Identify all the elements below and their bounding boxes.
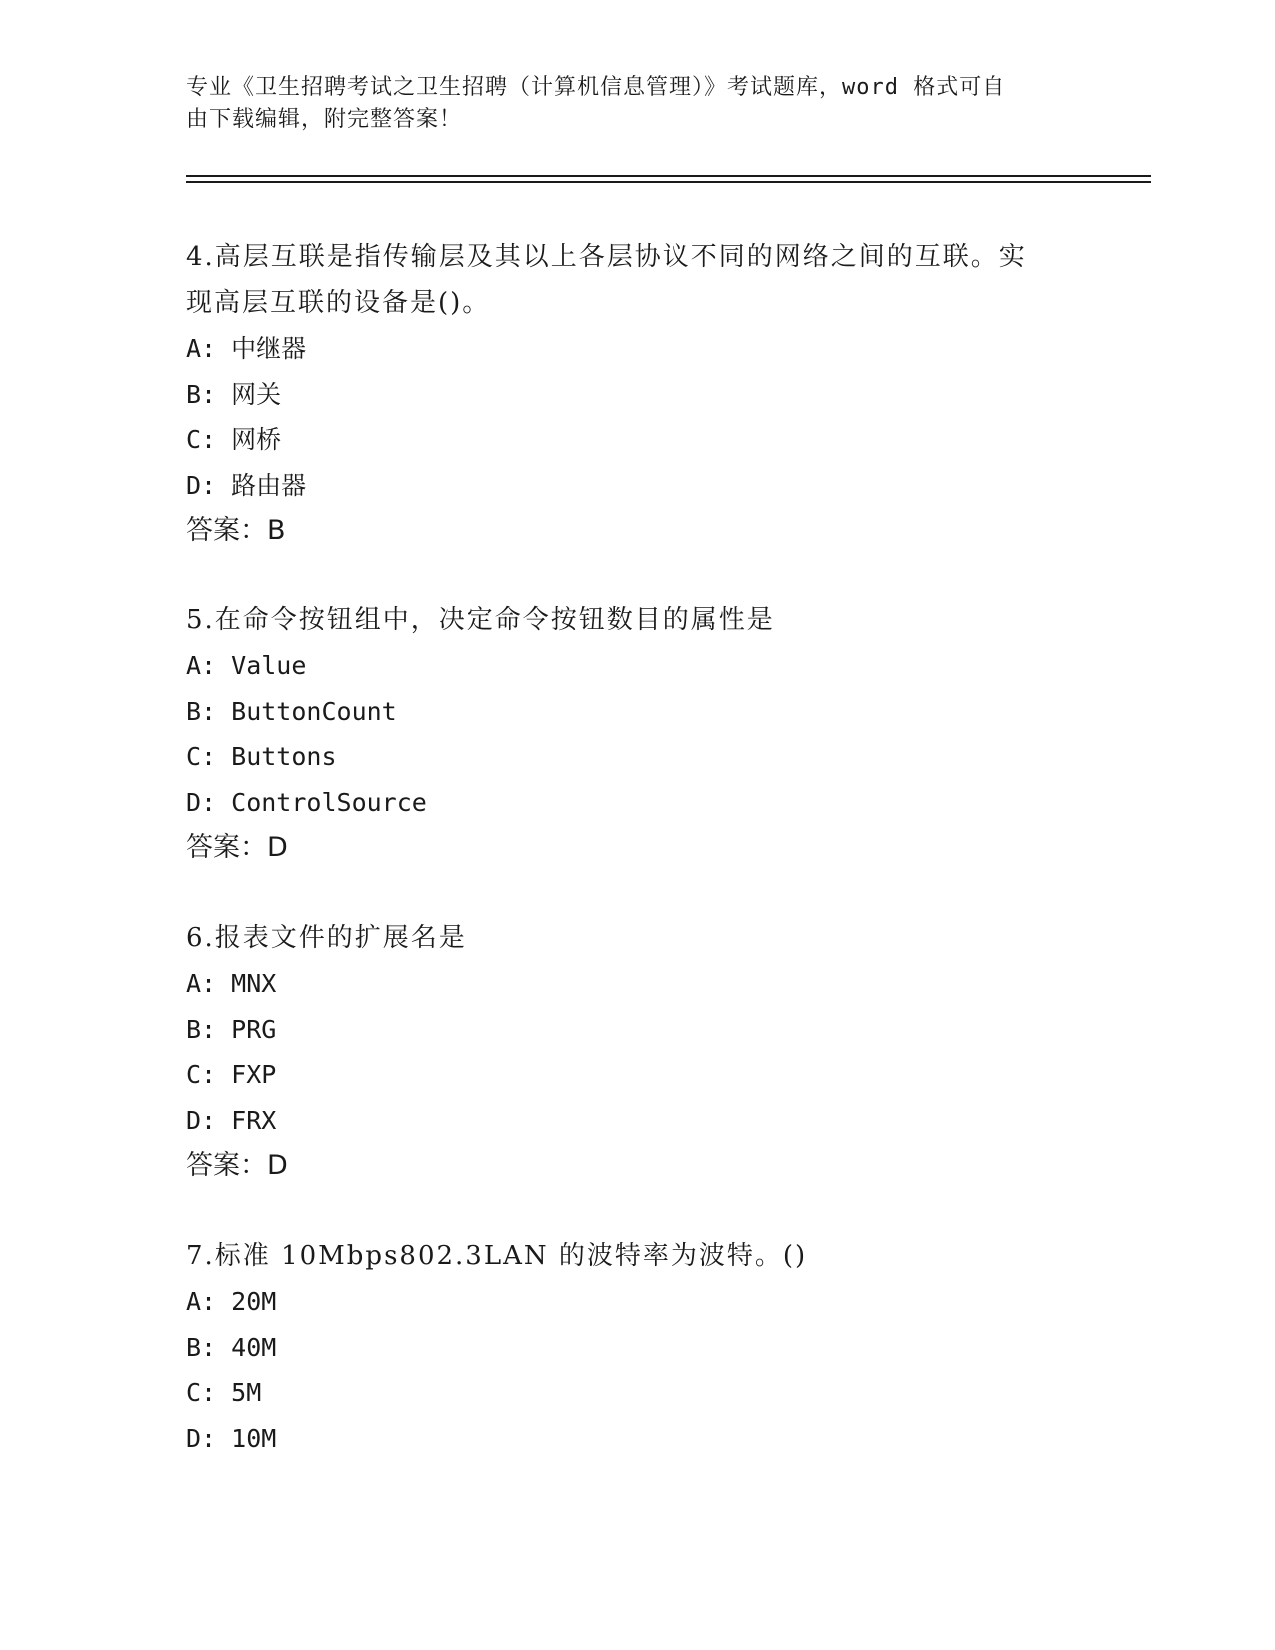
- option-a: A: Value: [186, 651, 307, 680]
- option-d: D: 10M: [186, 1423, 277, 1453]
- answer-label: 答案：D: [186, 1150, 288, 1181]
- option-a: A: MNX: [186, 969, 277, 998]
- question-7: [186, 1233, 1086, 1461]
- option-a: A: 中继器: [186, 334, 307, 363]
- option-b: B: ButtonCount: [186, 696, 397, 726]
- header-line-2: 由下载编辑，附完整答案！: [186, 107, 463, 132]
- option-c: C: Buttons: [186, 742, 337, 771]
- question-text: [186, 234, 1086, 326]
- question-text-line-2: 现高层互联的设备是()。: [186, 288, 491, 318]
- option-d: D: ControlSource: [186, 787, 427, 817]
- question-text: 7.标准 10Mbps802.3LAN 的波特率为波特。(): [186, 1241, 808, 1271]
- question-text-line-1: 4.高层互联是指传输层及其以上各层协议不同的网络之间的互联。实: [186, 242, 1027, 272]
- header-divider-bottom: [186, 181, 1151, 183]
- answer-label: 答案：D: [186, 832, 288, 863]
- header-divider-top: [186, 175, 1151, 177]
- option-a: A: 20M: [186, 1287, 277, 1316]
- option-b: B: 40M: [186, 1332, 277, 1362]
- question-text: 5.在命令按钮组中，决定命令按钮数目的属性是: [186, 605, 775, 635]
- answer-label: 答案：B: [186, 515, 286, 546]
- header-line-1: 专业《卫生招聘考试之卫生招聘（计算机信息管理）》考试题库，word 格式可自: [186, 75, 1006, 100]
- option-c: C: FXP: [186, 1060, 277, 1089]
- document-header: [186, 72, 1066, 136]
- question-4: [186, 234, 1086, 554]
- question-6: [186, 915, 1086, 1189]
- question-5: [186, 597, 1086, 871]
- option-d: D: FRX: [186, 1105, 277, 1135]
- option-d: D: 路由器: [186, 470, 307, 500]
- option-c: C: 网桥: [186, 425, 282, 454]
- option-b: B: 网关: [186, 379, 282, 409]
- option-c: C: 5M: [186, 1378, 262, 1407]
- option-b: B: PRG: [186, 1014, 277, 1044]
- question-text: 6.报表文件的扩展名是: [186, 923, 467, 953]
